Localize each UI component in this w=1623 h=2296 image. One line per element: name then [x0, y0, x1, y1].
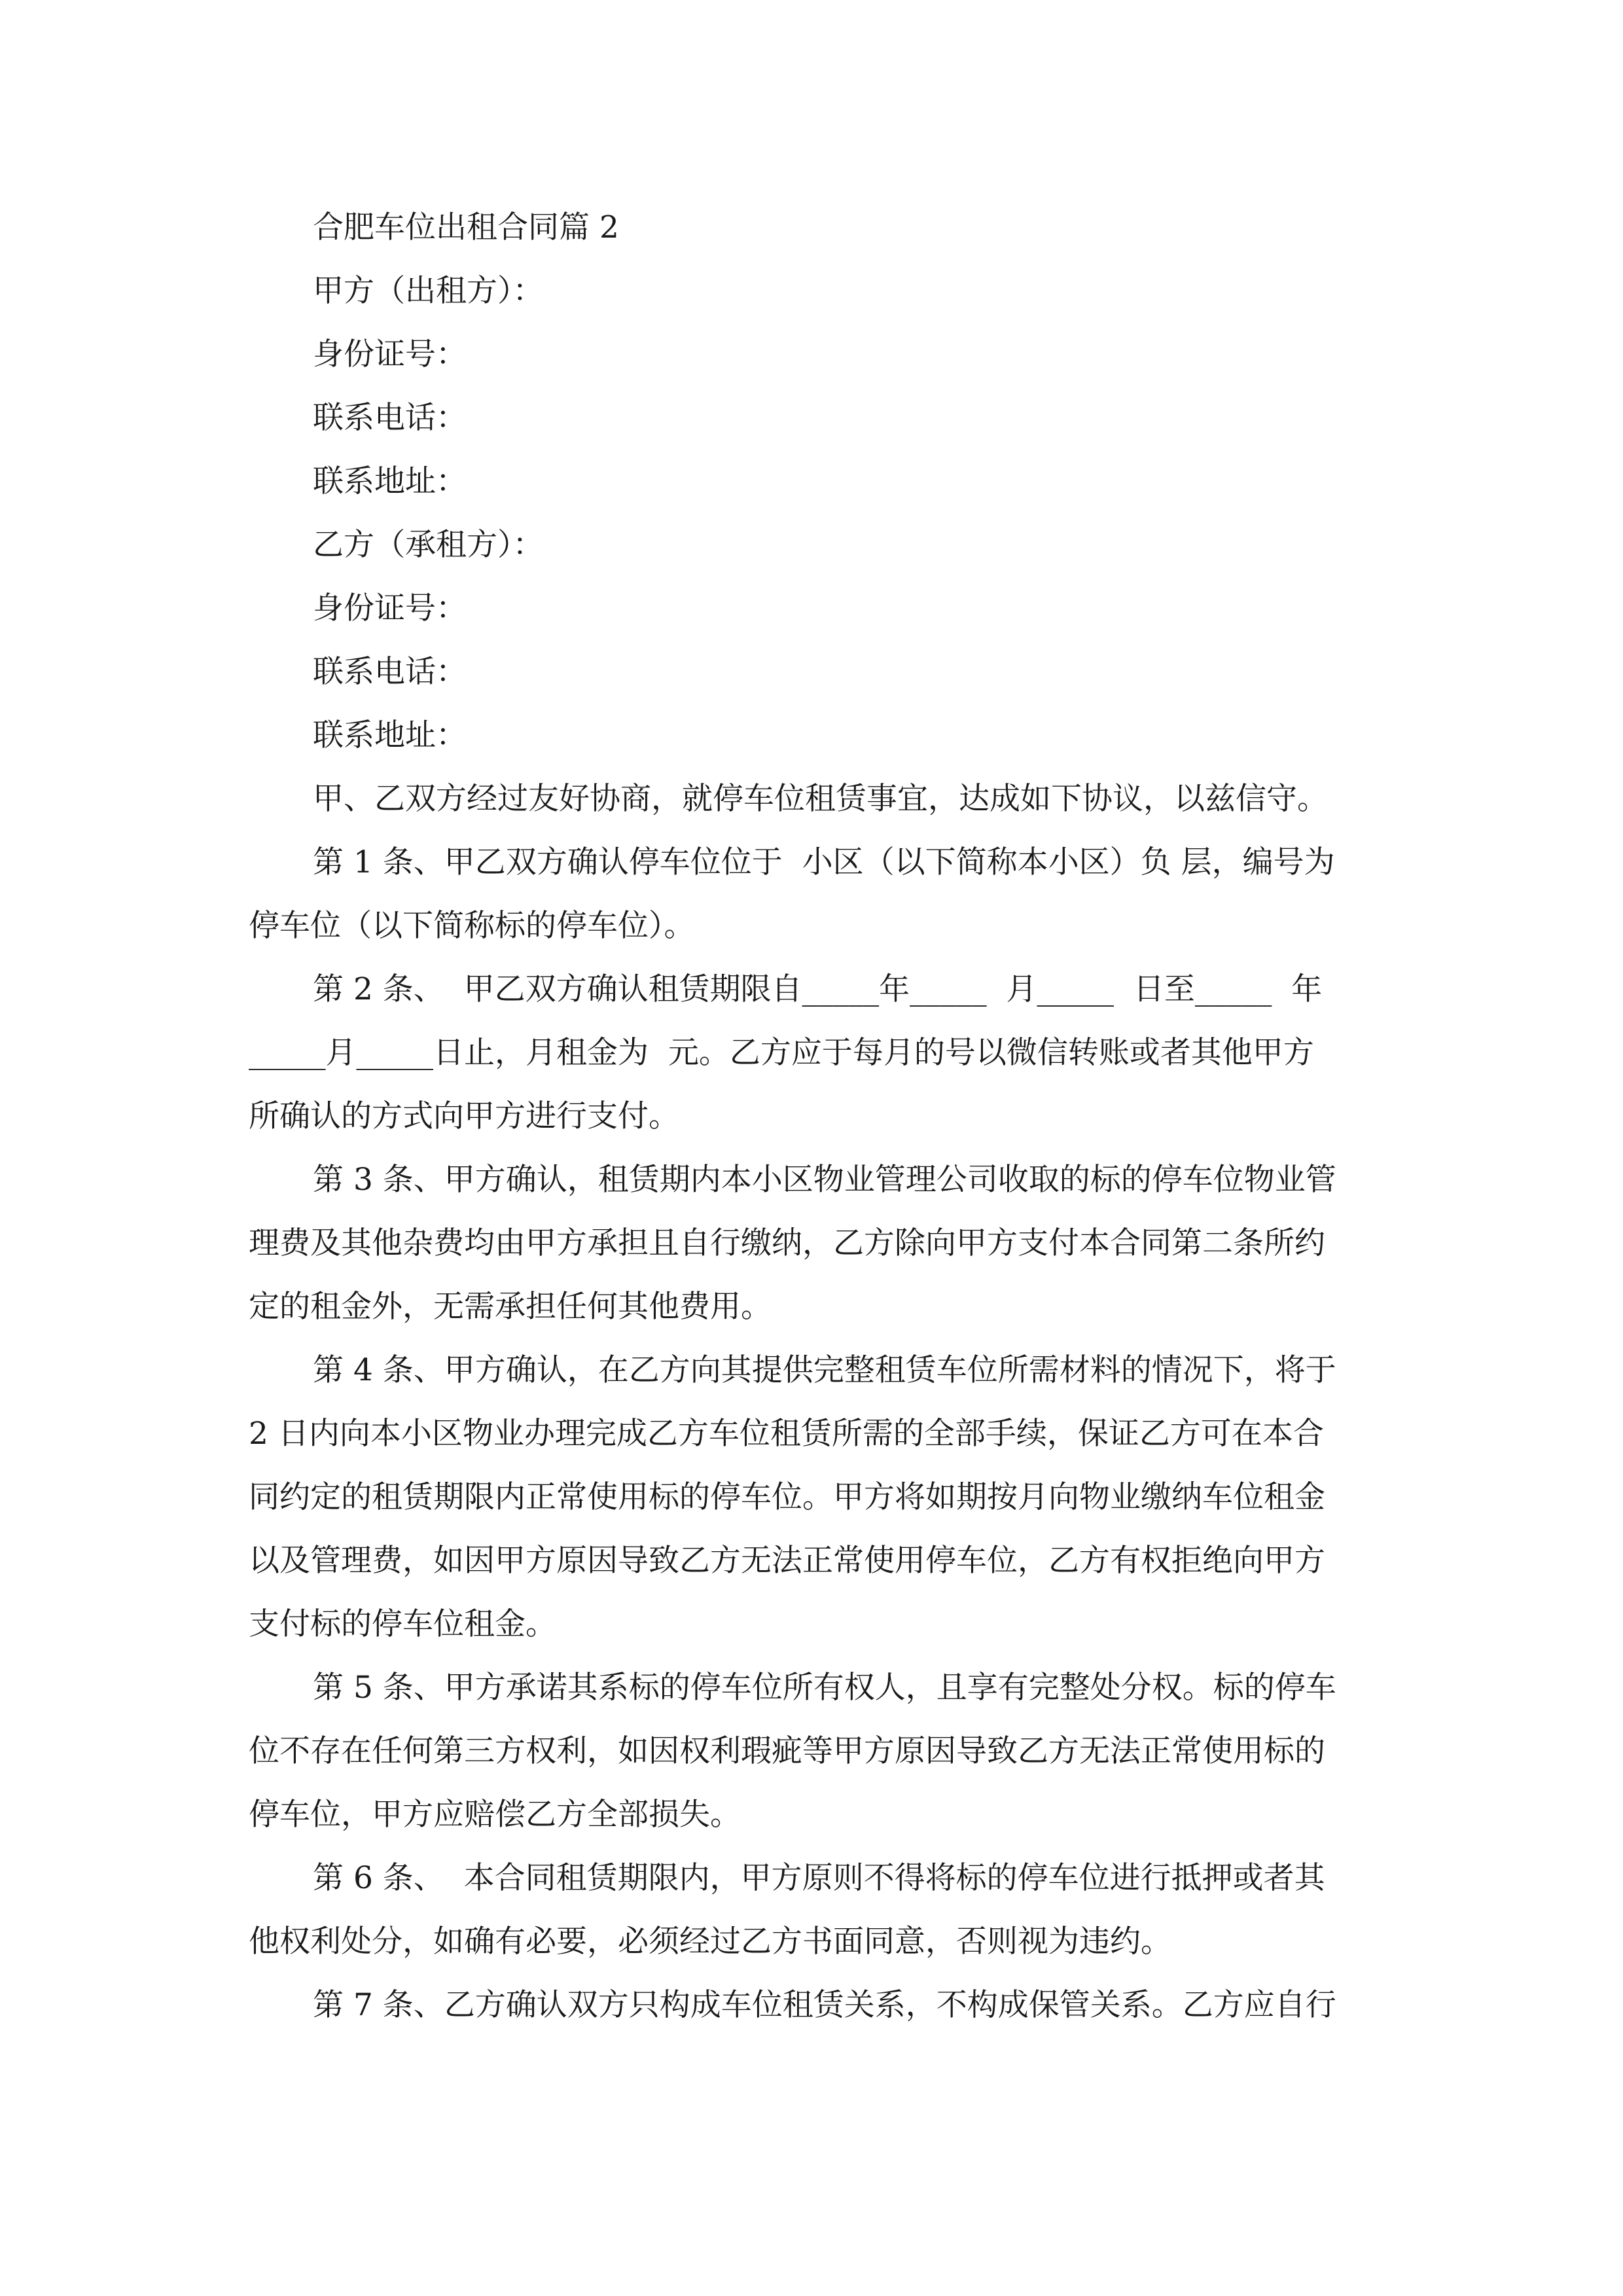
article-4-line-1: 第 4 条、甲方确认，在乙方向其提供完整租赁车位所需材料的情况下，将于 — [313, 1352, 1336, 1388]
party-b-phone-label: 联系电话： — [313, 654, 467, 690]
article-1-line-1: 第 1 条、甲乙双方确认停车位位于 小区（以下简称本小区）负 层，编号为 — [313, 844, 1335, 880]
article-6-line-2: 他权利处分，如确有必要，必须经过乙方书面同意，否则视为违约。 — [249, 1924, 1171, 1960]
article-2-line-2: _____月_____日止，月租金为 元。乙方应于每月的号以微信转账或者其他甲方 — [249, 1035, 1314, 1071]
party-a-heading: 甲方（出租方）： — [313, 273, 544, 309]
party-a-address-label: 联系地址： — [313, 463, 467, 499]
party-b-heading: 乙方（承租方）： — [313, 527, 544, 563]
article-4-line-3: 同约定的租赁期限内正常使用标的停车位。甲方将如期按月向物业缴纳车位租金 — [249, 1479, 1325, 1515]
article-3-line-2: 理费及其他杂费均由甲方承担且自行缴纳，乙方除向甲方支付本合同第二条所约 — [249, 1225, 1325, 1261]
article-2-line-3: 所确认的方式向甲方进行支付。 — [249, 1098, 679, 1134]
article-4-line-5: 支付标的停车位租金。 — [249, 1606, 556, 1642]
article-7-line-1: 第 7 条、乙方确认双方只构成车位租赁关系，不构成保管关系。乙方应自行 — [313, 1987, 1336, 2023]
party-b-id-label: 身份证号： — [313, 590, 467, 626]
article-6-line-1: 第 6 条、 本合同租赁期限内，甲方原则不得将标的停车位进行抵押或者其 — [313, 1860, 1325, 1896]
article-4-line-2: 2 日内向本小区物业办理完成乙方车位租赁所需的全部手续，保证乙方可在本合 — [249, 1416, 1324, 1452]
article-5-line-2: 位不存在任何第三方权利，如因权利瑕疵等甲方原因导致乙方无法正常使用标的 — [249, 1733, 1325, 1769]
preamble: 甲、乙双方经过友好协商，就停车位租赁事宜，达成如下协议，以兹信守。 — [313, 781, 1328, 817]
article-2-line-1: 第 2 条、 甲乙双方确认租赁期限自_____年_____ 月_____ 日至_____ 年 — [313, 971, 1323, 1007]
article-5-line-1: 第 5 条、甲方承诺其系标的停车位所有权人，且享有完整处分权。标的停车 — [313, 1670, 1336, 1706]
article-4-line-4: 以及管理费，如因甲方原因导致乙方无法正常使用停车位，乙方有权拒绝向甲方 — [249, 1543, 1325, 1579]
article-3-line-1: 第 3 条、甲方确认，租赁期内本小区物业管理公司收取的标的停车位物业管 — [313, 1162, 1336, 1198]
party-a-phone-label: 联系电话： — [313, 400, 467, 436]
article-1-line-2: 停车位（以下简称标的停车位）。 — [249, 908, 695, 944]
article-5-line-3: 停车位，甲方应赔偿乙方全部损失。 — [249, 1797, 741, 1833]
article-3-line-3: 定的租金外，无需承担任何其他费用。 — [249, 1289, 772, 1325]
document-title: 合肥车位出租合同篇 2 — [313, 209, 619, 245]
party-b-address-label: 联系地址： — [313, 717, 467, 753]
party-a-id-label: 身份证号： — [313, 336, 467, 372]
